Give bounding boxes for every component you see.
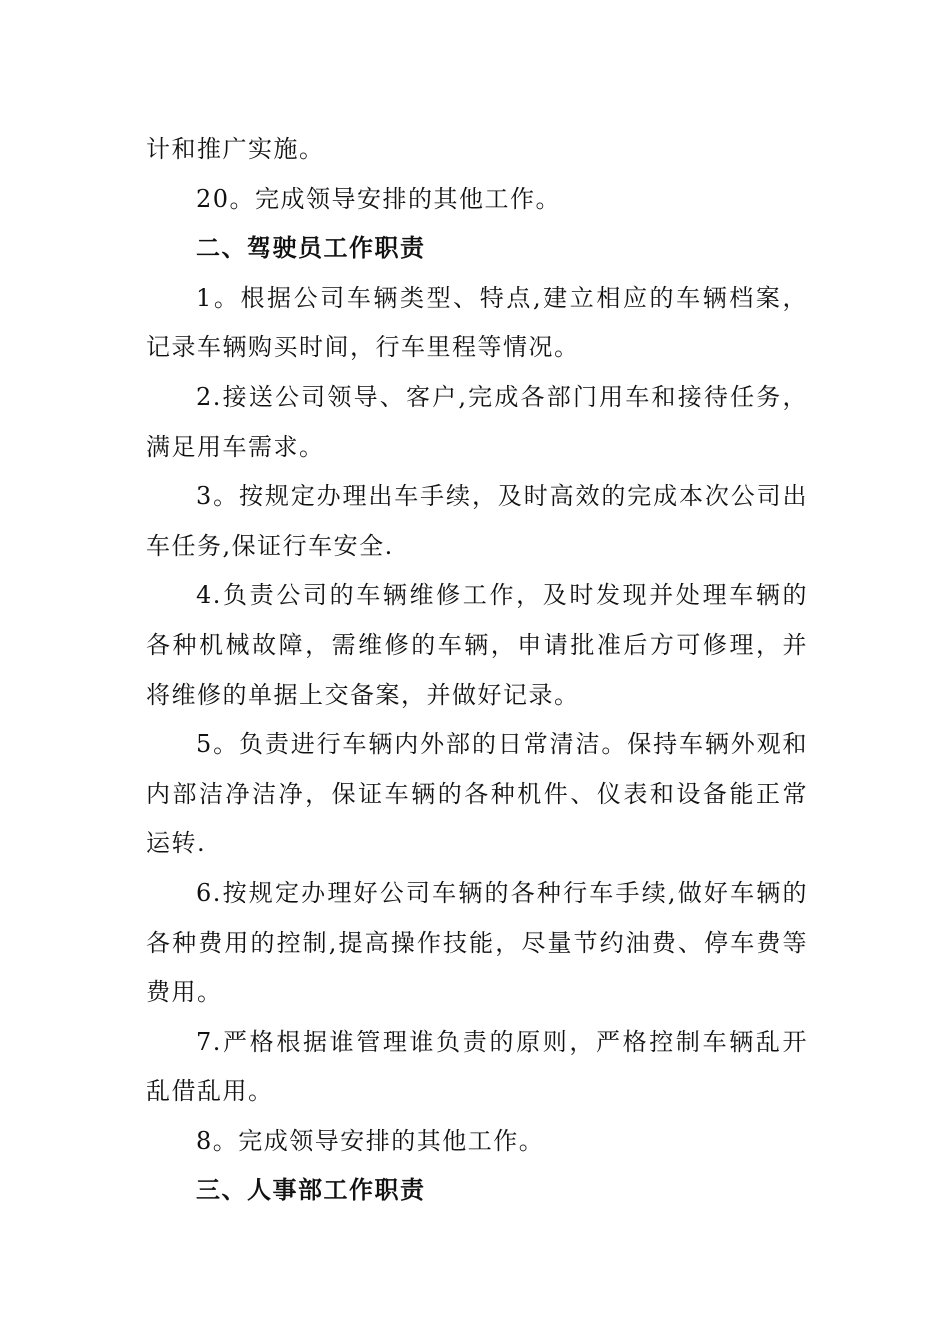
section-heading-hr: 三、人事部工作职责 <box>196 1176 426 1205</box>
list-item-1: 1。根据公司车辆类型、特点,建立相应的车辆档案，记录车辆购买时间，行车里程等情况。 <box>146 283 808 362</box>
document-body <box>146 125 808 1216</box>
paragraph-continuation: 计和推广实施。 <box>146 135 325 163</box>
list-item-3: 3。按规定办理出车手续，及时高效的完成本次公司出车任务,保证行车安全. <box>146 482 808 560</box>
list-item-5: 5。负责进行车辆内外部的日常清洁。保持车辆外观和内部洁净洁净，保证车辆的各种机件、仪表和设备能正常运转. <box>146 730 808 858</box>
list-item-8: 8。完成领导安排的其他工作。 <box>196 1126 545 1155</box>
list-item-2: 2.接送公司领导、客户,完成各部门用车和接待任务，满足用车需求。 <box>146 382 808 461</box>
list-item-20: 20。完成领导安排的其他工作。 <box>196 184 562 213</box>
list-item-4: 4.负责公司的车辆维修工作，及时发现并处理车辆的各种机械故障，需维修的车辆，申请批准后方可修理，并将维修的单据上交备案，并做好记录。 <box>146 581 808 709</box>
list-item-6: 6.按规定办理好公司车辆的各种行车手续,做好车辆的各种费用的控制,提高操作技能，尽量节约油费、停车费等费用。 <box>146 878 808 1007</box>
section-heading-driver: 二、驾驶员工作职责 <box>196 234 426 263</box>
list-item-7: 7.严格根据谁管理谁负责的原则，严格控制车辆乱开乱借乱用。 <box>146 1027 808 1106</box>
